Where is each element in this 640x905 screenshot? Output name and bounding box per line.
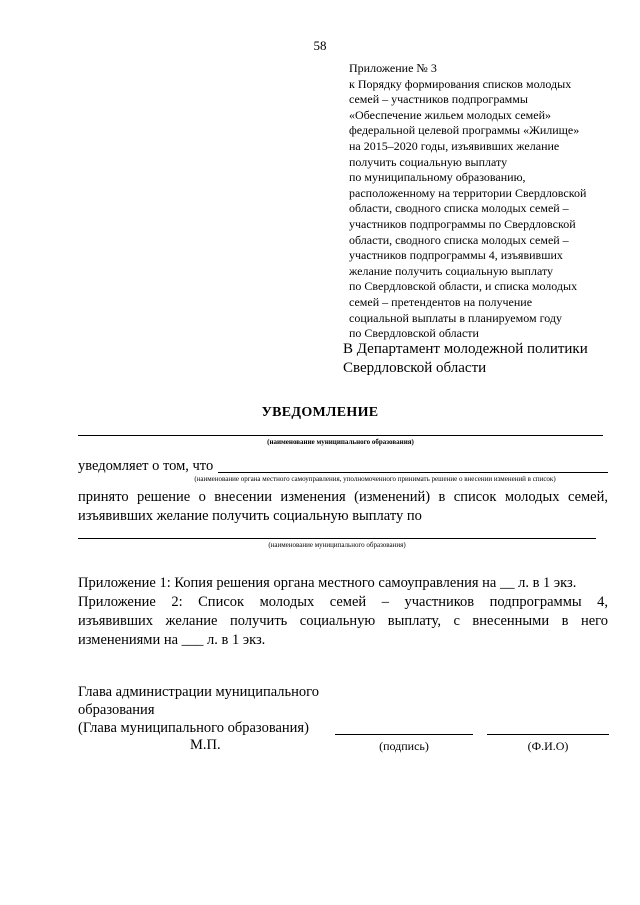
authority-field-line[interactable]: [218, 472, 608, 473]
municipality-caption: (наименование муниципального образования): [267, 438, 414, 446]
decision-line: принято решение о внесении изменения (изменений) в список молодых семей,: [78, 489, 608, 505]
attachment-2-line: изменениями на ___ л. в 1 экз.: [78, 632, 266, 648]
attachment-2-line: Приложение 2: Список молодых семей – участников подпрограммы 4,: [78, 594, 608, 610]
municipality-field-line-2[interactable]: [78, 538, 596, 539]
appendix-line: участников подпрограммы по Свердловской: [349, 216, 576, 231]
appendix-line: на 2015–2020 годы, изъявивших желание: [349, 138, 560, 153]
addressee-line: Свердловской области: [343, 360, 487, 376]
signatory-line: (Глава муниципального образования): [78, 720, 309, 736]
page-number: 58: [313, 38, 327, 53]
appendix-line: по Свердловской области: [349, 326, 479, 341]
stamp-label: М.П.: [190, 737, 221, 753]
appendix-line: Приложение № 3: [349, 61, 437, 75]
appendix-line: по Свердловской области, и списка молодых: [349, 279, 578, 294]
appendix-line: социальной выплаты в планируемом году: [349, 310, 562, 325]
addressee: [343, 340, 623, 378]
appendix-line: семей – претендентов на получение: [349, 294, 533, 309]
municipality-caption-2: (наименование муниципального образования): [268, 541, 406, 549]
appendix-line: получить социальную выплату: [349, 154, 508, 169]
appendix-line: федеральной целевой программы «Жилище»: [349, 123, 580, 138]
signatory-line: Глава администрации муниципального: [78, 684, 319, 700]
authority-caption: (наименование органа местного самоуправления, уполномоченного принимать решение о внесении изменений в список): [194, 475, 556, 483]
appendix-line: «Обеспечение жильем молодых семей»: [349, 107, 552, 122]
appendix-line: расположенному на территории Свердловской: [349, 185, 587, 200]
appendix-line: семей – участников подпрограммы: [349, 92, 528, 107]
notifies-label: уведомляет о том, что: [78, 458, 214, 474]
appendix-line: желание получить социальную выплату: [349, 263, 554, 278]
signature-caption: (подпись): [379, 739, 429, 753]
attachment-2-line: изъявивших желание получить социальную выплату, с внесенными в него: [78, 613, 608, 629]
appendix-line: к Порядку формирования списков молодых: [349, 76, 572, 91]
appendix-line: участников подпрограммы 4, изъявивших: [349, 248, 563, 263]
signatory-line: образования: [78, 702, 155, 718]
decision-line: изъявивших желание получить социальную выплату по: [78, 508, 422, 524]
addressee-line: В Департамент молодежной политики: [343, 341, 588, 357]
signature-field-line[interactable]: [335, 734, 473, 735]
appendix-line: по муниципальному образованию,: [349, 170, 526, 185]
appendix-line: области, сводного списка молодых семей –: [349, 232, 569, 247]
appendix-line: области, сводного списка молодых семей –: [349, 201, 569, 216]
document-title: УВЕДОМЛЕНИЕ: [261, 405, 379, 420]
municipality-field-line[interactable]: [78, 435, 603, 436]
name-caption: (Ф.И.О): [527, 739, 569, 753]
appendix-note: [349, 61, 619, 342]
name-field-line[interactable]: [487, 734, 609, 735]
attachment-1: Приложение 1: Копия решения органа местного самоуправления на __ л. в 1 экз.: [78, 575, 577, 591]
